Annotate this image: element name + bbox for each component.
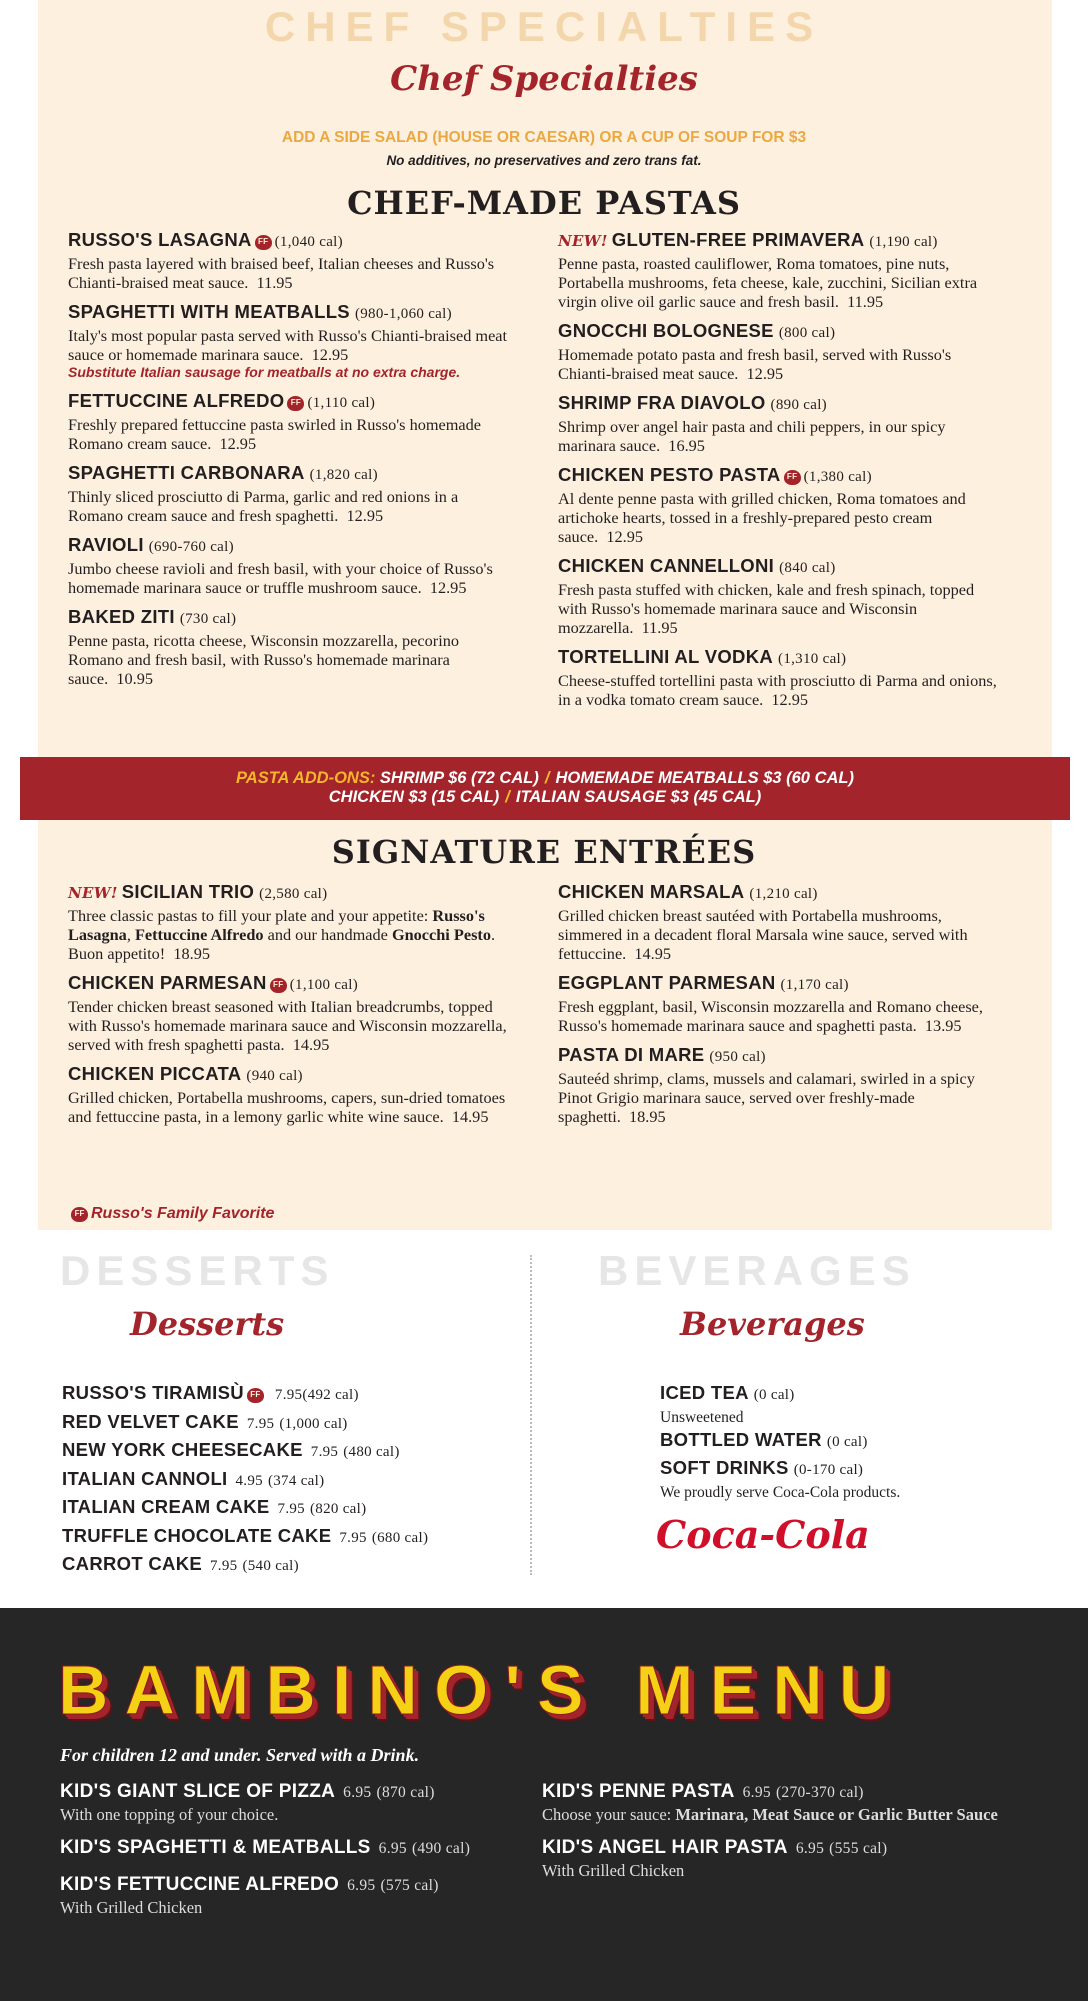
- menu-item: [68, 389, 508, 453]
- menu-item: [68, 228, 508, 292]
- item-name: GNOCCHI BOLOGNESE: [558, 320, 774, 341]
- item-header: [68, 1062, 508, 1088]
- item-price: 6.95: [742, 1784, 771, 1801]
- item-name: SHRIMP FRA DIAVOLO: [558, 392, 766, 413]
- description-text: Jumbo cheese ravioli and fresh basil, with your choice of Russo's homemade marinara sauce or truffle mushroom sauce.: [68, 559, 493, 597]
- item-price: 6.95: [347, 1877, 376, 1894]
- item-price: 6.95: [343, 1784, 372, 1801]
- item-description: [558, 254, 998, 311]
- item-name: TORTELLINI AL VODKA: [558, 646, 774, 667]
- item-name: SPAGHETTI WITH MEATBALLS: [68, 301, 350, 322]
- item-header: [558, 391, 998, 417]
- item-header: [558, 463, 998, 489]
- item-note: Substitute Italian sausage for meatballs at no extra charge.: [68, 364, 461, 380]
- item-price: 12.95: [771, 690, 809, 709]
- description-text: Penne pasta, roasted cauliflower, Roma tomatoes, pine nuts, Portabella mushrooms, feta cheese, kale, zucchini, Sicilian extra virgin olive oil garlic sauce and fresh basil.: [558, 254, 978, 311]
- menu-item: [542, 1836, 1042, 1880]
- item-calories: (1,820 cal): [309, 467, 378, 483]
- menu-item: [68, 971, 508, 1054]
- item-calories: (840 cal): [779, 560, 836, 576]
- beverages-title: Beverages: [680, 1305, 865, 1343]
- description-text: Three classic pastas to fill your plate and your appetite:: [68, 906, 433, 925]
- item-calories: (1,210 cal): [749, 886, 818, 902]
- entrees-heading: SIGNATURE ENTRÉES: [331, 833, 757, 871]
- menu-item: [558, 1043, 998, 1126]
- menu-item: [62, 1551, 428, 1580]
- menu-item: [68, 605, 508, 688]
- item-calories: (1,310 cal): [778, 651, 847, 667]
- item-description: [68, 559, 508, 597]
- item-name: SPAGHETTI CARBONARA: [68, 462, 305, 483]
- family-favorite-icon: FF: [784, 470, 801, 485]
- item-calories: (890 cal): [770, 397, 827, 413]
- item-calories: (480 cal): [343, 1444, 400, 1460]
- description-text: Freshly prepared fettuccine pasta swirled in Russo's homemade Romano cream sauce.: [68, 415, 482, 453]
- item-name: KID'S GIANT SLICE OF PIZZA: [60, 1781, 336, 1802]
- item-header: [558, 971, 998, 997]
- item-name: NEW YORK CHEESECAKE: [62, 1439, 303, 1460]
- item-header: [68, 971, 508, 997]
- item-price: 6.95: [795, 1840, 825, 1857]
- menu-item: [558, 463, 998, 546]
- description-text: Fresh pasta layered with braised beef, Italian cheeses and Russo's Chianti-braised meat sauce.: [68, 254, 495, 292]
- item-price: 7.95: [246, 1415, 275, 1432]
- description-text: Italy's most popular pasta served with Russo's Chianti-braised meat sauce or homemade marinara sauce.: [68, 326, 508, 364]
- item-calories: (2,580 cal): [259, 886, 328, 902]
- item-calories: (575 cal): [380, 1877, 439, 1894]
- menu-item: [660, 1455, 1040, 1502]
- highlight: Gnocchi Pesto: [391, 925, 491, 944]
- item-description: [68, 487, 508, 525]
- item-description: [558, 906, 998, 963]
- menu-item: [558, 319, 998, 383]
- menu-item: [60, 1780, 528, 1824]
- item-calories: (0-170 cal): [793, 1462, 864, 1478]
- item-header: [542, 1836, 1042, 1861]
- item-price: 12.95: [606, 527, 644, 546]
- item-description: [558, 997, 998, 1035]
- item-calories: (940 cal): [246, 1068, 303, 1084]
- tagline: No additives, no preservatives and zero trans fat.: [386, 153, 702, 168]
- item-header: [558, 1043, 998, 1069]
- ghost-desserts: DESSERTS: [60, 1247, 335, 1294]
- item-price: 7.95: [210, 1558, 238, 1574]
- item-calories: (1,000 cal): [279, 1415, 348, 1432]
- family-favorite-icon: FF: [247, 1388, 264, 1403]
- description-text: Thinly sliced prosciutto di Parma, garlic and red onions in a Romano cream sauce and fresh spaghetti.: [68, 487, 459, 525]
- item-name: TRUFFLE CHOCOLATE CAKE: [62, 1524, 332, 1546]
- item-header: [60, 1780, 528, 1805]
- item-name: RED VELVET CAKE: [62, 1410, 239, 1432]
- item-description: [68, 254, 508, 292]
- item-name: GLUTEN-FREE PRIMAVERA: [611, 229, 865, 250]
- separator: /: [544, 769, 550, 787]
- entrees-right-column: [558, 880, 998, 1134]
- description-text: Fresh eggplant, basil, Wisconsin mozzarella and Romano cheese, Russo's homemade marinara sauce and spaghetti pasta.: [558, 997, 983, 1035]
- menu-item: [62, 1466, 428, 1495]
- description-text: Grilled chicken breast sautéed with Portabella mushrooms, simmered in a decadent floral Marsala wine sauce, served with fettuccine.: [558, 906, 968, 963]
- item-price: 18.95: [173, 944, 210, 963]
- menu-item: [558, 971, 998, 1035]
- item-header: [68, 605, 508, 631]
- menu-item: [68, 300, 508, 381]
- item-name: KID'S FETTUCCINE ALFREDO: [60, 1874, 340, 1895]
- highlight: Fettuccine Alfredo: [134, 925, 264, 944]
- pastas-heading: CHEF-MADE PASTAS: [347, 184, 741, 222]
- item-header: [62, 1494, 428, 1523]
- menu-item: [542, 1780, 1042, 1824]
- pastas-left-column: [68, 228, 508, 696]
- item-name: KID'S ANGEL HAIR PASTA: [542, 1837, 788, 1858]
- item-calories: (1,380 cal): [803, 469, 872, 485]
- kids-left-column: [60, 1780, 528, 1929]
- kids-subtitle: For children 12 and under. Served with a Drink.: [60, 1745, 420, 1765]
- menu-item: [660, 1380, 1040, 1427]
- item-calories: (870 cal): [376, 1784, 435, 1801]
- item-name: CHICKEN PICCATA: [68, 1063, 242, 1084]
- description-text: and our handmade: [263, 925, 392, 944]
- item-calories: (555 cal): [829, 1840, 888, 1857]
- item-price: 14.95: [451, 1107, 489, 1126]
- item-header: [542, 1780, 1042, 1805]
- item-description: [558, 1069, 998, 1126]
- item-name: SICILIAN TRIO: [121, 881, 255, 902]
- item-price: 16.95: [668, 436, 705, 455]
- item-name: RUSSO'S LASAGNA: [68, 229, 252, 250]
- ff-legend: [68, 1204, 274, 1224]
- addon: HOMEMADE MEATBALLS $3 (60 CAL): [555, 769, 854, 787]
- item-name: CHICKEN MARSALA: [558, 881, 745, 902]
- menu-item: [60, 1836, 528, 1861]
- item-calories: (680 cal): [371, 1529, 429, 1546]
- item-calories: (1,170 cal): [780, 977, 849, 993]
- item-header: [660, 1455, 1040, 1484]
- item-price: 11.95: [256, 273, 293, 292]
- item-calories: (540 cal): [242, 1558, 299, 1574]
- item-name: BAKED ZITI: [68, 606, 175, 627]
- item-name: ICED TEA: [660, 1382, 749, 1403]
- item-header: [558, 880, 998, 906]
- highlight: Russo's Lasagna: [68, 906, 485, 944]
- menu-item: [660, 1427, 1040, 1456]
- family-favorite-icon: FF: [270, 978, 287, 993]
- menu-item: [68, 533, 508, 597]
- menu-item: [62, 1523, 428, 1552]
- description-text: Shrimp over angel hair pasta and chili peppers, in our spicy marinara sauce.: [558, 417, 946, 455]
- item-description: [68, 415, 508, 453]
- description-text: Choose your sauce:: [542, 1805, 676, 1824]
- item-calories: (1,190 cal): [869, 234, 938, 250]
- item-price: 13.95: [924, 1016, 962, 1035]
- item-header: [68, 461, 508, 487]
- item-header: [558, 228, 998, 254]
- item-price: 11.95: [847, 292, 884, 311]
- item-header: [558, 554, 998, 580]
- item-header: [62, 1380, 428, 1409]
- addon: SHRIMP $6 (72 CAL): [379, 769, 539, 787]
- item-calories: (690-760 cal): [148, 539, 234, 555]
- item-name: FETTUCCINE ALFREDO: [68, 390, 285, 411]
- ff-legend-text: Russo's Family Favorite: [91, 1205, 275, 1222]
- item-calories: (730 cal): [179, 611, 237, 627]
- desserts-title: Desserts: [130, 1305, 285, 1343]
- menu-item: [62, 1380, 428, 1409]
- description-text: . Buon appetito!: [68, 925, 496, 963]
- item-name: SOFT DRINKS: [660, 1457, 789, 1478]
- separator: /: [505, 788, 510, 806]
- side-offer: ADD A SIDE SALAD (HOUSE OR CAESAR) OR A CUP OF SOUP FOR $3: [281, 129, 807, 146]
- item-header: [62, 1466, 428, 1495]
- item-calories: (1,100 cal): [289, 977, 358, 993]
- item-name: EGGPLANT PARMESAN: [558, 972, 776, 993]
- item-price: 12.95: [746, 364, 784, 383]
- item-description: [68, 326, 508, 364]
- item-price: 7.95: [274, 1387, 303, 1403]
- item-description: [68, 997, 508, 1054]
- menu-item: [558, 554, 998, 637]
- item-description: [660, 1484, 1040, 1502]
- item-name: RUSSO'S TIRAMISÙ: [62, 1382, 244, 1403]
- menu-item: [68, 880, 508, 963]
- description-text: With one topping of your choice.: [60, 1805, 279, 1824]
- item-calories: (490 cal): [411, 1840, 471, 1857]
- item-description: [68, 631, 508, 688]
- item-header: [62, 1551, 428, 1580]
- item-name: RAVIOLI: [68, 534, 144, 555]
- item-price: 18.95: [629, 1107, 666, 1126]
- item-description: [60, 1805, 528, 1824]
- description-text: Fresh pasta stuffed with chicken, kale and fresh spinach, topped with Russo's homemade marinara sauce and Wisconsin mozzarella.: [558, 580, 975, 637]
- family-favorite-icon: FF: [287, 396, 304, 411]
- item-header: [558, 645, 998, 671]
- item-name: KID'S SPAGHETTI & MEATBALLS: [60, 1837, 371, 1858]
- item-description: [60, 1898, 528, 1917]
- item-price: 7.95: [339, 1529, 367, 1546]
- item-name: PASTA DI MARE: [558, 1044, 705, 1065]
- item-name: BOTTLED WATER: [660, 1428, 822, 1450]
- item-header: [558, 319, 998, 345]
- menu-item: [62, 1437, 428, 1466]
- item-price: 7.95: [310, 1444, 339, 1460]
- item-name: CHICKEN CANNELLONI: [558, 555, 775, 576]
- addons-label: PASTA ADD-ONS:: [236, 769, 376, 787]
- item-price: 4.95: [235, 1472, 263, 1489]
- item-name: CHICKEN PARMESAN: [68, 972, 267, 993]
- pastas-right-column: [558, 228, 998, 717]
- item-calories: (1,040 cal): [274, 234, 343, 250]
- menu-item: [62, 1494, 428, 1523]
- item-description: [542, 1805, 1042, 1824]
- ghost-heading: CHEF SPECIALTIES: [264, 3, 824, 50]
- item-description: [558, 345, 998, 383]
- item-header: [68, 228, 508, 254]
- menu-item: [558, 228, 998, 311]
- item-calories: (1,110 cal): [307, 395, 376, 411]
- item-calories: (270-370 cal): [775, 1784, 864, 1801]
- new-badge: NEW!: [558, 232, 608, 250]
- desserts-list: [62, 1380, 428, 1580]
- item-header: [60, 1836, 528, 1861]
- description-text: Homemade potato pasta and fresh basil, served with Russo's Chianti-braised meat sauce.: [558, 345, 952, 383]
- item-name: ITALIAN CREAM CAKE: [62, 1496, 270, 1517]
- item-description: [542, 1861, 1042, 1880]
- menu-item: [558, 880, 998, 963]
- item-calories: (800 cal): [778, 325, 836, 341]
- item-calories: (374 cal): [267, 1472, 325, 1489]
- item-price: 14.95: [292, 1035, 330, 1054]
- item-description: [660, 1409, 1040, 1427]
- item-description: [558, 671, 998, 709]
- description-text: Al dente penne pasta with grilled chicken, Roma tomatoes and artichoke hearts, tossed in a freshly-prepared pesto cream sauce.: [558, 489, 966, 546]
- entrees-left-column: [68, 880, 508, 1134]
- item-calories: (980-1,060 cal): [354, 306, 452, 322]
- item-name: ITALIAN CANNOLI: [62, 1467, 228, 1489]
- menu-item: [558, 391, 998, 455]
- description-text: Grilled chicken, Portabella mushrooms, capers, sun-dried tomatoes and fettuccine pasta, in a lemony garlic white wine sauce.: [68, 1088, 506, 1126]
- item-name: CARROT CAKE: [62, 1553, 202, 1574]
- highlight: Marinara, Meat Sauce or Garlic Butter Sauce: [675, 1805, 998, 1824]
- item-header: [62, 1409, 428, 1438]
- description-text: ,: [126, 925, 135, 944]
- family-favorite-icon: FF: [71, 1207, 88, 1222]
- description-text: Tender chicken breast seasoned with Italian breadcrumbs, topped with Russo's homemade marinara sauce and Wisconsin mozzarella, served with fresh spaghetti pasta.: [68, 997, 507, 1054]
- menu-item: [68, 1062, 508, 1126]
- item-price: 10.95: [116, 669, 154, 688]
- addon: ITALIAN SAUSAGE $3 (45 CAL): [515, 788, 762, 806]
- menu-item: [60, 1873, 528, 1917]
- item-price: 12.95: [429, 578, 467, 597]
- coca-cola-logo: Coca-Cola: [656, 1512, 870, 1557]
- pasta-addons-banner: [20, 757, 1070, 820]
- item-header: [62, 1437, 428, 1466]
- item-calories: (492 cal): [302, 1387, 359, 1403]
- item-description: [558, 489, 998, 546]
- item-header: [68, 533, 508, 559]
- description-text: Cheese-stuffed tortellini pasta with prosciutto di Parma and onions, in a vodka tomato cream sauce.: [558, 671, 997, 709]
- item-price: 12.95: [219, 434, 257, 453]
- item-calories: (0 cal): [826, 1433, 868, 1450]
- kids-right-column: [542, 1780, 1042, 1892]
- item-description: [558, 417, 998, 455]
- beverages-list: [660, 1380, 1040, 1502]
- item-price: 14.95: [634, 944, 672, 963]
- new-badge: NEW!: [68, 884, 118, 902]
- description-text: We proudly serve Coca-Cola products.: [660, 1483, 901, 1501]
- item-price: 7.95: [277, 1501, 305, 1517]
- menu-item: [68, 461, 508, 525]
- item-calories: (0 cal): [753, 1387, 795, 1403]
- item-description: [558, 580, 998, 637]
- family-favorite-icon: FF: [255, 235, 272, 250]
- item-calories: (820 cal): [309, 1501, 367, 1517]
- item-header: [60, 1873, 528, 1898]
- item-name: KID'S PENNE PASTA: [542, 1781, 735, 1802]
- description-text: With Grilled Chicken: [60, 1898, 203, 1917]
- menu-item: [558, 645, 998, 709]
- description-text: Penne pasta, ricotta cheese, Wisconsin mozzarella, pecorino Romano and fresh basil, with Russo's homemade marinara sauce.: [68, 631, 459, 688]
- item-header: [660, 1427, 1040, 1456]
- item-price: 12.95: [346, 506, 384, 525]
- item-header: [660, 1380, 1040, 1409]
- item-price: 12.95: [311, 345, 349, 364]
- item-header: [68, 880, 508, 906]
- description-text: With Grilled Chicken: [542, 1861, 685, 1880]
- item-description: [68, 906, 508, 963]
- bambino-title: BAMBINO'S MENU: [58, 1651, 906, 1729]
- item-description: [68, 1088, 508, 1126]
- item-calories: (950 cal): [709, 1049, 766, 1065]
- item-name: CHICKEN PESTO PASTA: [558, 464, 781, 485]
- description-text: Sauteéd shrimp, clams, mussels and calamari, swirled in a spicy Pinot Grigio marinara sauce, served over freshly-made spaghetti.: [558, 1069, 975, 1126]
- item-price: 11.95: [641, 618, 678, 637]
- item-price: 6.95: [378, 1840, 407, 1857]
- item-header: [68, 300, 508, 326]
- ghost-beverages: BEVERAGES: [598, 1247, 916, 1294]
- item-header: [62, 1523, 428, 1552]
- description-text: Unsweetened: [660, 1408, 744, 1426]
- script-title: Chef Specialties: [390, 59, 698, 99]
- item-header: [68, 389, 508, 415]
- divider: [530, 1255, 532, 1575]
- menu-item: [62, 1409, 428, 1438]
- addon: CHICKEN $3 (15 CAL): [328, 788, 500, 806]
